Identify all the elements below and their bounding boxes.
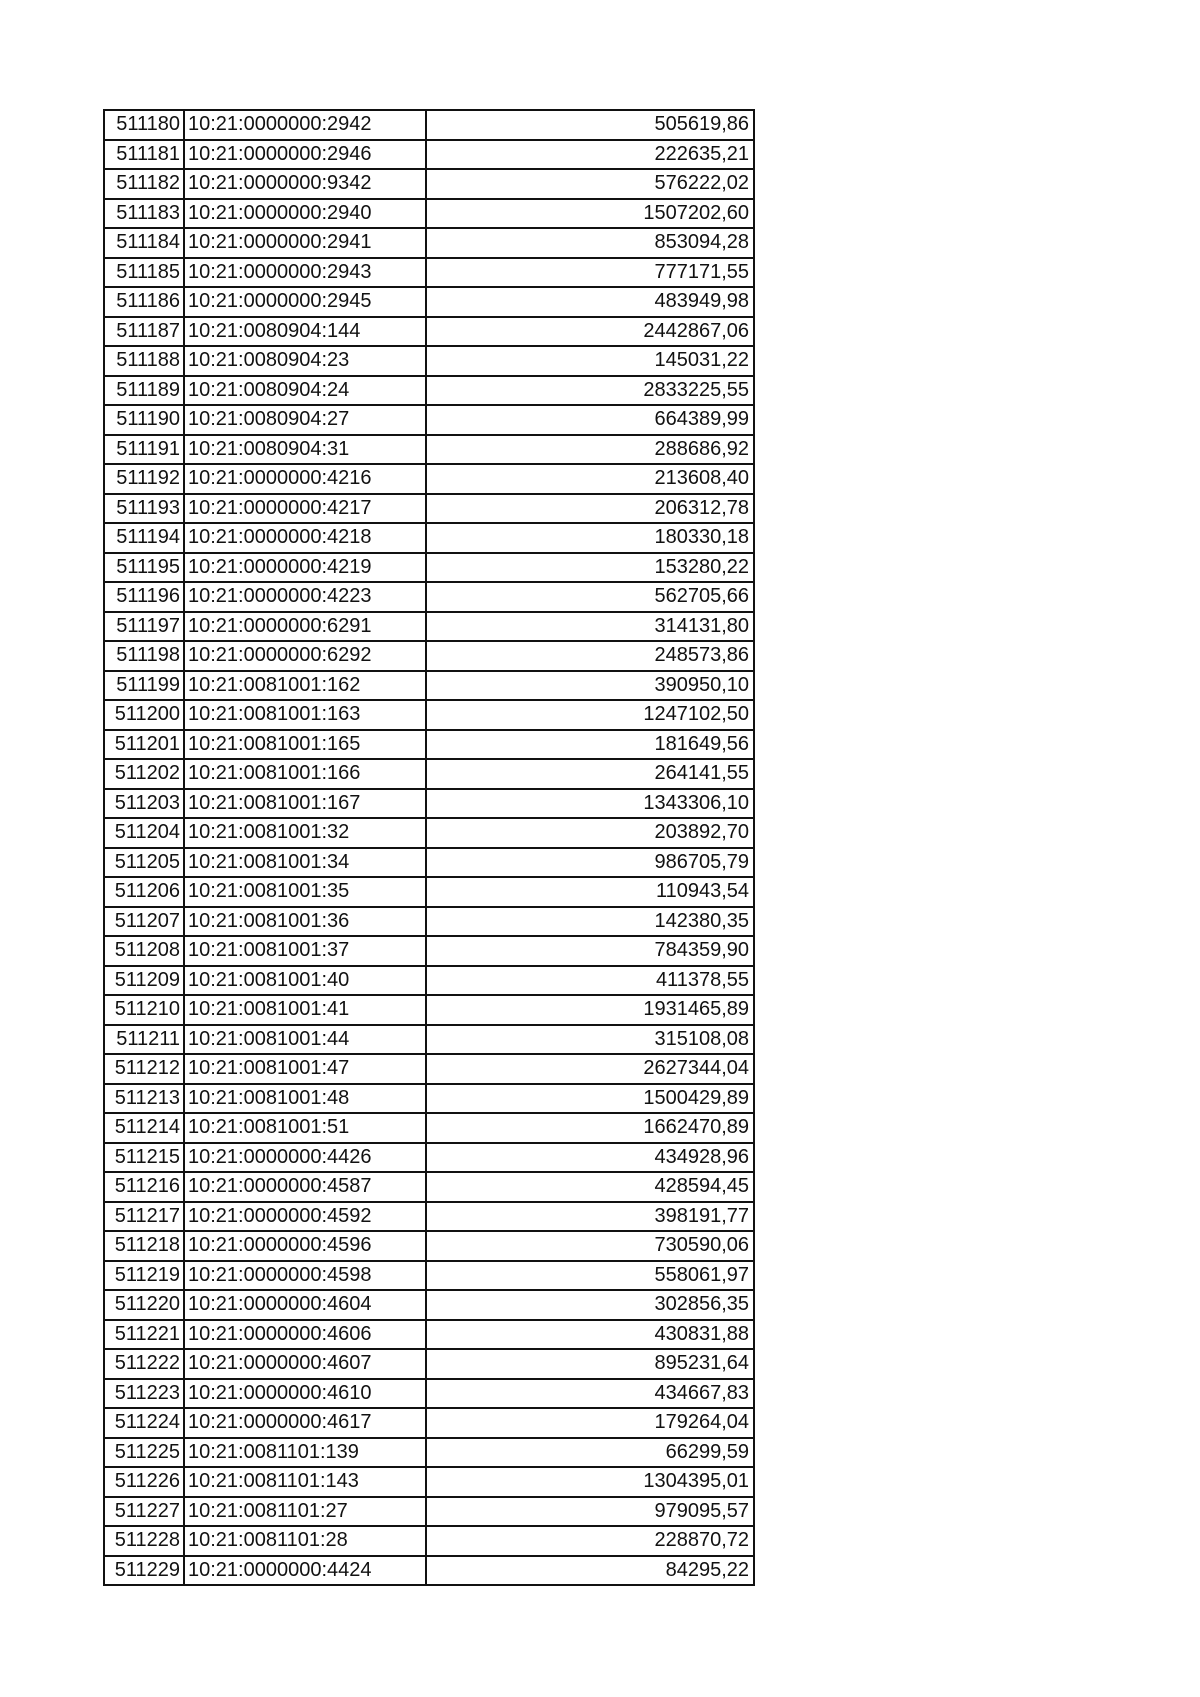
row-number-cell: 511210 (104, 995, 184, 1025)
table-row (104, 818, 754, 848)
table-row (104, 464, 754, 494)
cadastral-number-cell: 10:21:0081101:143 (184, 1467, 426, 1497)
table-row (104, 523, 754, 553)
table-body (104, 110, 754, 1585)
cadastral-number-cell: 10:21:0000000:6292 (184, 641, 426, 671)
cadastral-number-cell: 10:21:0000000:2940 (184, 199, 426, 229)
cadastral-number-cell: 10:21:0080904:24 (184, 376, 426, 406)
row-number-cell: 511219 (104, 1261, 184, 1291)
cadastral-number-cell: 10:21:0081001:51 (184, 1113, 426, 1143)
value-cell: 430831,88 (426, 1320, 754, 1350)
table-row (104, 936, 754, 966)
table-row (104, 1290, 754, 1320)
table-row (104, 405, 754, 435)
cadastral-number-cell: 10:21:0080904:144 (184, 317, 426, 347)
value-cell: 853094,28 (426, 228, 754, 258)
cadastral-number-cell: 10:21:0000000:4598 (184, 1261, 426, 1291)
value-cell: 784359,90 (426, 936, 754, 966)
value-cell: 390950,10 (426, 671, 754, 701)
row-number-cell: 511207 (104, 907, 184, 937)
row-number-cell: 511191 (104, 435, 184, 465)
cadastral-number-cell: 10:21:0081001:37 (184, 936, 426, 966)
value-cell: 730590,06 (426, 1231, 754, 1261)
row-number-cell: 511222 (104, 1349, 184, 1379)
cadastral-value-table (103, 109, 755, 1586)
row-number-cell: 511199 (104, 671, 184, 701)
value-cell: 180330,18 (426, 523, 754, 553)
row-number-cell: 511194 (104, 523, 184, 553)
row-number-cell: 511209 (104, 966, 184, 996)
value-cell: 562705,66 (426, 582, 754, 612)
table-row (104, 995, 754, 1025)
table-row (104, 789, 754, 819)
table-row (104, 228, 754, 258)
value-cell: 979095,57 (426, 1497, 754, 1527)
value-cell: 2442867,06 (426, 317, 754, 347)
cadastral-number-cell: 10:21:0000000:4219 (184, 553, 426, 583)
cadastral-number-cell: 10:21:0000000:4592 (184, 1202, 426, 1232)
cadastral-number-cell: 10:21:0081001:35 (184, 877, 426, 907)
value-cell: 213608,40 (426, 464, 754, 494)
value-cell: 411378,55 (426, 966, 754, 996)
cadastral-number-cell: 10:21:0080904:23 (184, 346, 426, 376)
cadastral-number-cell: 10:21:0000000:4607 (184, 1349, 426, 1379)
cadastral-number-cell: 10:21:0081101:139 (184, 1438, 426, 1468)
value-cell: 228870,72 (426, 1526, 754, 1556)
row-number-cell: 511215 (104, 1143, 184, 1173)
value-cell: 153280,22 (426, 553, 754, 583)
row-number-cell: 511187 (104, 317, 184, 347)
table-row (104, 1497, 754, 1527)
row-number-cell: 511195 (104, 553, 184, 583)
table-row (104, 848, 754, 878)
row-number-cell: 511204 (104, 818, 184, 848)
value-cell: 576222,02 (426, 169, 754, 199)
row-number-cell: 511188 (104, 346, 184, 376)
row-number-cell: 511186 (104, 287, 184, 317)
table-row (104, 1113, 754, 1143)
value-cell: 206312,78 (426, 494, 754, 524)
cadastral-number-cell: 10:21:0081001:34 (184, 848, 426, 878)
row-number-cell: 511200 (104, 700, 184, 730)
value-cell: 986705,79 (426, 848, 754, 878)
row-number-cell: 511224 (104, 1408, 184, 1438)
cadastral-number-cell: 10:21:0081001:44 (184, 1025, 426, 1055)
cadastral-number-cell: 10:21:0081001:165 (184, 730, 426, 760)
table-row (104, 169, 754, 199)
table-row (104, 1025, 754, 1055)
value-cell: 895231,64 (426, 1349, 754, 1379)
table-row (104, 1231, 754, 1261)
table-row (104, 1054, 754, 1084)
table-row (104, 759, 754, 789)
value-cell: 203892,70 (426, 818, 754, 848)
table-row (104, 1467, 754, 1497)
cadastral-number-cell: 10:21:0000000:2941 (184, 228, 426, 258)
cadastral-number-cell: 10:21:0000000:4218 (184, 523, 426, 553)
table-row (104, 1320, 754, 1350)
row-number-cell: 511205 (104, 848, 184, 878)
row-number-cell: 511223 (104, 1379, 184, 1409)
row-number-cell: 511192 (104, 464, 184, 494)
value-cell: 248573,86 (426, 641, 754, 671)
row-number-cell: 511221 (104, 1320, 184, 1350)
table-row (104, 582, 754, 612)
table-row (104, 1526, 754, 1556)
value-cell: 110943,54 (426, 877, 754, 907)
value-cell: 145031,22 (426, 346, 754, 376)
row-number-cell: 511182 (104, 169, 184, 199)
row-number-cell: 511198 (104, 641, 184, 671)
cadastral-number-cell: 10:21:0000000:4216 (184, 464, 426, 494)
cadastral-number-cell: 10:21:0000000:4217 (184, 494, 426, 524)
row-number-cell: 511193 (104, 494, 184, 524)
value-cell: 288686,92 (426, 435, 754, 465)
value-cell: 664389,99 (426, 405, 754, 435)
table-row (104, 1261, 754, 1291)
value-cell: 483949,98 (426, 287, 754, 317)
row-number-cell: 511208 (104, 936, 184, 966)
value-cell: 428594,45 (426, 1172, 754, 1202)
cadastral-number-cell: 10:21:0000000:2945 (184, 287, 426, 317)
row-number-cell: 511197 (104, 612, 184, 642)
cadastral-number-cell: 10:21:0081001:40 (184, 966, 426, 996)
table-row (104, 1143, 754, 1173)
table-row (104, 110, 754, 140)
row-number-cell: 511229 (104, 1556, 184, 1586)
row-number-cell: 511201 (104, 730, 184, 760)
table-row (104, 287, 754, 317)
table-row (104, 612, 754, 642)
cadastral-number-cell: 10:21:0000000:4223 (184, 582, 426, 612)
cadastral-number-cell: 10:21:0000000:4587 (184, 1172, 426, 1202)
value-cell: 434928,96 (426, 1143, 754, 1173)
value-cell: 1662470,89 (426, 1113, 754, 1143)
table-row (104, 966, 754, 996)
cadastral-number-cell: 10:21:0081001:48 (184, 1084, 426, 1114)
cadastral-number-cell: 10:21:0000000:4596 (184, 1231, 426, 1261)
value-cell: 558061,97 (426, 1261, 754, 1291)
row-number-cell: 511203 (104, 789, 184, 819)
row-number-cell: 511220 (104, 1290, 184, 1320)
table-row (104, 730, 754, 760)
value-cell: 777171,55 (426, 258, 754, 288)
table-row (104, 1556, 754, 1586)
value-cell: 314131,80 (426, 612, 754, 642)
cadastral-number-cell: 10:21:0000000:2942 (184, 110, 426, 140)
row-number-cell: 511206 (104, 877, 184, 907)
cadastral-number-cell: 10:21:0081001:162 (184, 671, 426, 701)
table-row (104, 346, 754, 376)
cadastral-number-cell: 10:21:0081001:32 (184, 818, 426, 848)
cadastral-number-cell: 10:21:0081001:163 (184, 700, 426, 730)
value-cell: 1343306,10 (426, 789, 754, 819)
row-number-cell: 511189 (104, 376, 184, 406)
row-number-cell: 511225 (104, 1438, 184, 1468)
value-cell: 398191,77 (426, 1202, 754, 1232)
row-number-cell: 511180 (104, 110, 184, 140)
cadastral-number-cell: 10:21:0000000:4604 (184, 1290, 426, 1320)
value-cell: 84295,22 (426, 1556, 754, 1586)
row-number-cell: 511183 (104, 199, 184, 229)
value-cell: 1247102,50 (426, 700, 754, 730)
table-row (104, 317, 754, 347)
value-cell: 2833225,55 (426, 376, 754, 406)
table-row (104, 258, 754, 288)
table-row (104, 1438, 754, 1468)
value-cell: 315108,08 (426, 1025, 754, 1055)
row-number-cell: 511190 (104, 405, 184, 435)
cadastral-number-cell: 10:21:0081001:47 (184, 1054, 426, 1084)
row-number-cell: 511217 (104, 1202, 184, 1232)
table-row (104, 435, 754, 465)
row-number-cell: 511202 (104, 759, 184, 789)
cadastral-number-cell: 10:21:0080904:27 (184, 405, 426, 435)
row-number-cell: 511212 (104, 1054, 184, 1084)
row-number-cell: 511214 (104, 1113, 184, 1143)
table-row (104, 1202, 754, 1232)
value-cell: 264141,55 (426, 759, 754, 789)
cadastral-number-cell: 10:21:0080904:31 (184, 435, 426, 465)
cadastral-number-cell: 10:21:0000000:4606 (184, 1320, 426, 1350)
cadastral-number-cell: 10:21:0081101:28 (184, 1526, 426, 1556)
row-number-cell: 511185 (104, 258, 184, 288)
table-row (104, 641, 754, 671)
value-cell: 142380,35 (426, 907, 754, 937)
table-row (104, 671, 754, 701)
row-number-cell: 511181 (104, 140, 184, 170)
row-number-cell: 511184 (104, 228, 184, 258)
table-row (104, 199, 754, 229)
table-row (104, 376, 754, 406)
cadastral-number-cell: 10:21:0000000:4610 (184, 1379, 426, 1409)
cadastral-number-cell: 10:21:0081001:166 (184, 759, 426, 789)
value-cell: 2627344,04 (426, 1054, 754, 1084)
table-row (104, 140, 754, 170)
table-row (104, 907, 754, 937)
table-row (104, 1408, 754, 1438)
value-cell: 1507202,60 (426, 199, 754, 229)
row-number-cell: 511228 (104, 1526, 184, 1556)
cadastral-number-cell: 10:21:0000000:6291 (184, 612, 426, 642)
table-row (104, 494, 754, 524)
cadastral-number-cell: 10:21:0000000:9342 (184, 169, 426, 199)
cadastral-number-cell: 10:21:0081101:27 (184, 1497, 426, 1527)
table-row (104, 1349, 754, 1379)
value-cell: 302856,35 (426, 1290, 754, 1320)
table-row (104, 877, 754, 907)
value-cell: 1931465,89 (426, 995, 754, 1025)
cadastral-number-cell: 10:21:0081001:36 (184, 907, 426, 937)
row-number-cell: 511218 (104, 1231, 184, 1261)
cadastral-number-cell: 10:21:0000000:2943 (184, 258, 426, 288)
cadastral-number-cell: 10:21:0000000:4424 (184, 1556, 426, 1586)
cadastral-number-cell: 10:21:0000000:4617 (184, 1408, 426, 1438)
row-number-cell: 511226 (104, 1467, 184, 1497)
cadastral-number-cell: 10:21:0081001:41 (184, 995, 426, 1025)
value-cell: 66299,59 (426, 1438, 754, 1468)
table-row (104, 700, 754, 730)
row-number-cell: 511216 (104, 1172, 184, 1202)
table-row (104, 553, 754, 583)
value-cell: 222635,21 (426, 140, 754, 170)
row-number-cell: 511211 (104, 1025, 184, 1055)
cadastral-number-cell: 10:21:0081001:167 (184, 789, 426, 819)
row-number-cell: 511213 (104, 1084, 184, 1114)
value-cell: 505619,86 (426, 110, 754, 140)
value-cell: 181649,56 (426, 730, 754, 760)
cadastral-number-cell: 10:21:0000000:2946 (184, 140, 426, 170)
table-row (104, 1172, 754, 1202)
table-row (104, 1084, 754, 1114)
table-row (104, 1379, 754, 1409)
value-cell: 179264,04 (426, 1408, 754, 1438)
value-cell: 1500429,89 (426, 1084, 754, 1114)
value-cell: 434667,83 (426, 1379, 754, 1409)
cadastral-number-cell: 10:21:0000000:4426 (184, 1143, 426, 1173)
row-number-cell: 511196 (104, 582, 184, 612)
row-number-cell: 511227 (104, 1497, 184, 1527)
value-cell: 1304395,01 (426, 1467, 754, 1497)
